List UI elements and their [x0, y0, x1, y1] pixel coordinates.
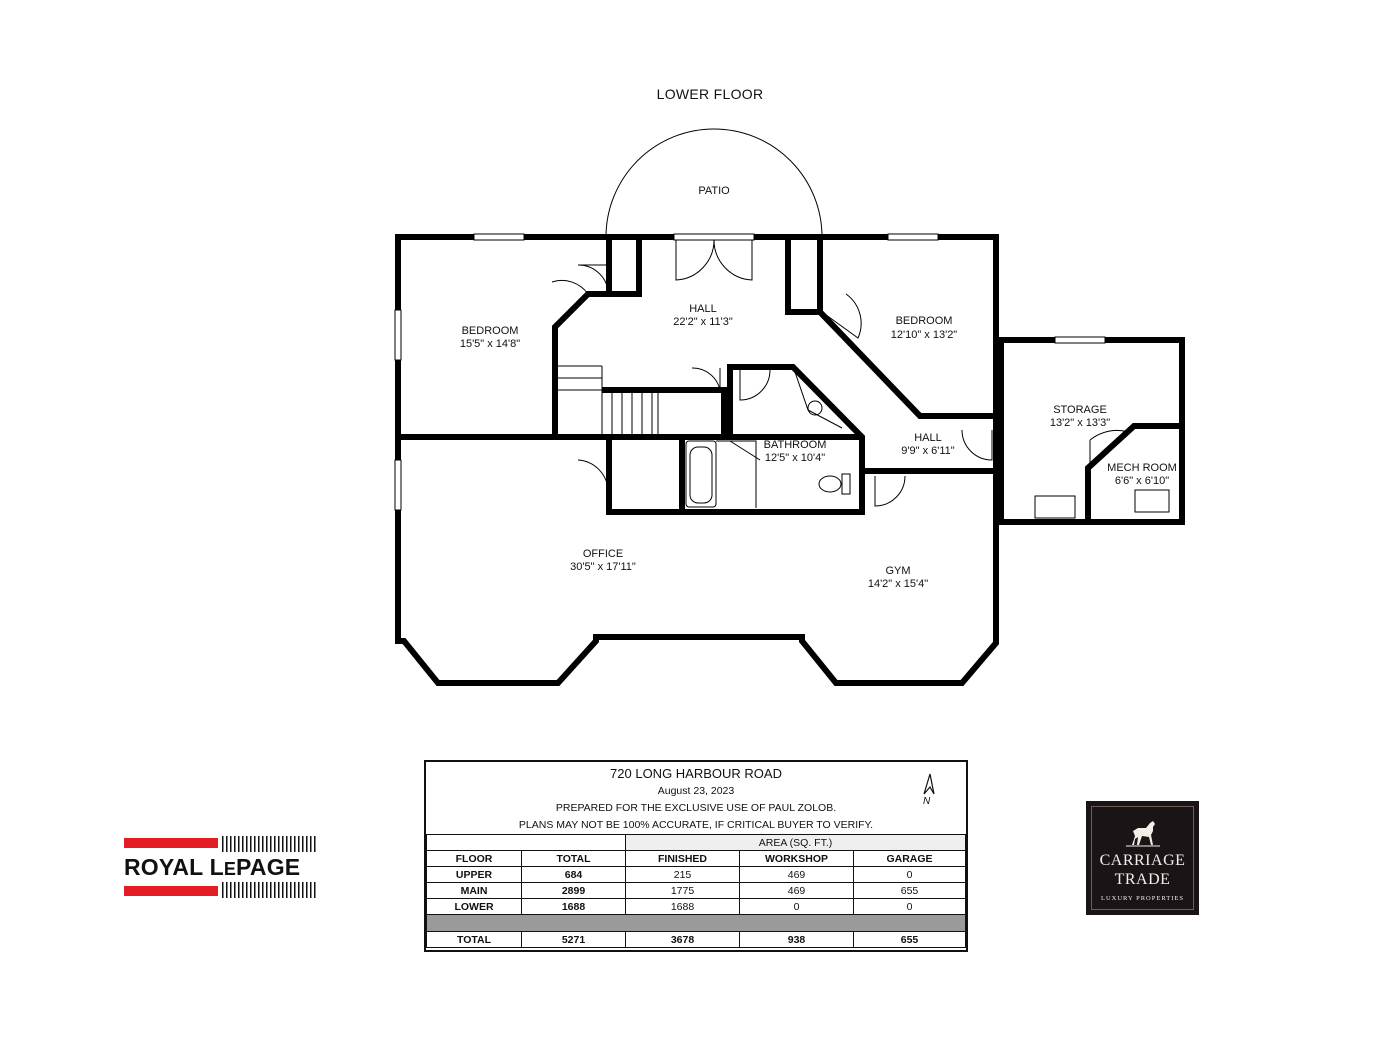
- total-row: [427, 932, 966, 948]
- area-header-row: [427, 835, 966, 851]
- floor-title: LOWER FLOOR: [656, 86, 764, 102]
- logo-bar-bottom: [124, 886, 218, 896]
- property-info-table: [424, 760, 968, 952]
- spacer-cell: [427, 915, 966, 932]
- col-workshop: WORKSHOP: [740, 851, 854, 867]
- label-gym: GYM: [885, 565, 911, 577]
- closet-right-wall: [788, 237, 820, 312]
- label-patio: PATIO: [698, 185, 730, 197]
- cell: UPPER: [427, 867, 522, 883]
- size-storage: 13'2" x 13'3": [1049, 417, 1111, 429]
- cell: 684: [522, 867, 626, 883]
- carriage-trade-logo: [1086, 801, 1199, 915]
- cell: 1688: [522, 899, 626, 915]
- col-garage: GARAGE: [854, 851, 966, 867]
- cell: TOTAL: [427, 932, 522, 948]
- cell: MAIN: [427, 883, 522, 899]
- info-header: [426, 762, 966, 834]
- col-finished: FINISHED: [626, 851, 740, 867]
- cell: 2899: [522, 883, 626, 899]
- label-bedroom-left: BEDROOM: [461, 325, 519, 337]
- logo-line2: TRADE: [1114, 871, 1171, 888]
- stairs: [558, 366, 658, 436]
- logo-line3: LUXURY PROPERTIES: [1100, 895, 1184, 902]
- north-label: N: [923, 796, 931, 806]
- cell: 1688: [626, 899, 740, 915]
- cell: 655: [854, 932, 966, 948]
- cell: 3678: [626, 932, 740, 948]
- size-mech-room: 6'6" x 6'10": [1114, 475, 1170, 487]
- area-header-spacer: [427, 835, 626, 851]
- logo-stripes-bottom: [222, 882, 316, 898]
- closet-wall: [555, 237, 639, 437]
- cell: 655: [854, 883, 966, 899]
- size-gym: 14'2" x 15'4": [867, 578, 929, 590]
- stair-wall: [602, 390, 724, 437]
- label-bathroom: BATHROOM: [763, 439, 827, 451]
- prepared-for: PREPARED FOR THE EXCLUSIVE USE OF PAUL ZOLOB.: [555, 802, 837, 814]
- size-bedroom-left: 15'5" x 14'8": [459, 338, 521, 350]
- cell: 0: [740, 899, 854, 915]
- logo-stripes-top: [222, 836, 316, 852]
- cell: 469: [740, 883, 854, 899]
- label-office: OFFICE: [582, 548, 624, 560]
- label-bedroom-right: BEDROOM: [895, 315, 953, 327]
- bedroom-right-wall: [820, 312, 996, 416]
- logo-wordmark: ROYAL LEPAGE: [124, 854, 301, 880]
- size-office: 30'5" x 17'11": [570, 561, 636, 573]
- cell: 215: [626, 867, 740, 883]
- label-hall-small: HALL: [914, 432, 942, 444]
- patio-arc: [606, 129, 822, 237]
- column-header-row: [427, 851, 966, 867]
- area-header: AREA (SQ. FT.): [626, 835, 966, 851]
- plan-date: August 23, 2023: [657, 785, 735, 797]
- col-floor: FLOOR: [427, 851, 522, 867]
- logo-line1: CARRIAGE: [1099, 852, 1186, 869]
- cell: 1775: [626, 883, 740, 899]
- cell: 0: [854, 867, 966, 883]
- table-row: [427, 883, 966, 899]
- cell: 5271: [522, 932, 626, 948]
- disclaimer: PLANS MAY NOT BE 100% ACCURATE, IF CRITICAL BUYER TO VERIFY.: [518, 819, 874, 831]
- royal-lepage-logo: [124, 836, 316, 900]
- property-address: 720 LONG HARBOUR ROAD: [610, 766, 782, 781]
- spacer-row: [427, 915, 966, 932]
- size-hall-main: 22'2" x 11'3": [673, 316, 733, 328]
- horse-icon: [1126, 819, 1160, 847]
- col-total: TOTAL: [522, 851, 626, 867]
- cell: 0: [854, 899, 966, 915]
- logo-bar-top: [124, 838, 218, 848]
- label-storage: STORAGE: [1053, 404, 1107, 416]
- cell: 469: [740, 867, 854, 883]
- north-arrow-icon: [916, 772, 940, 806]
- cell: LOWER: [427, 899, 522, 915]
- table-row: [427, 867, 966, 883]
- size-bathroom: 12'5" x 10'4": [764, 452, 826, 464]
- size-hall-small: 9'9" x 6'11": [901, 445, 955, 457]
- size-bedroom-right: 12'10" x 13'2": [890, 329, 958, 341]
- cell: 938: [740, 932, 854, 948]
- table-row: [427, 899, 966, 915]
- label-mech-room: MECH ROOM: [1107, 462, 1177, 474]
- label-hall-main: HALL: [689, 303, 717, 315]
- area-table: [426, 834, 966, 948]
